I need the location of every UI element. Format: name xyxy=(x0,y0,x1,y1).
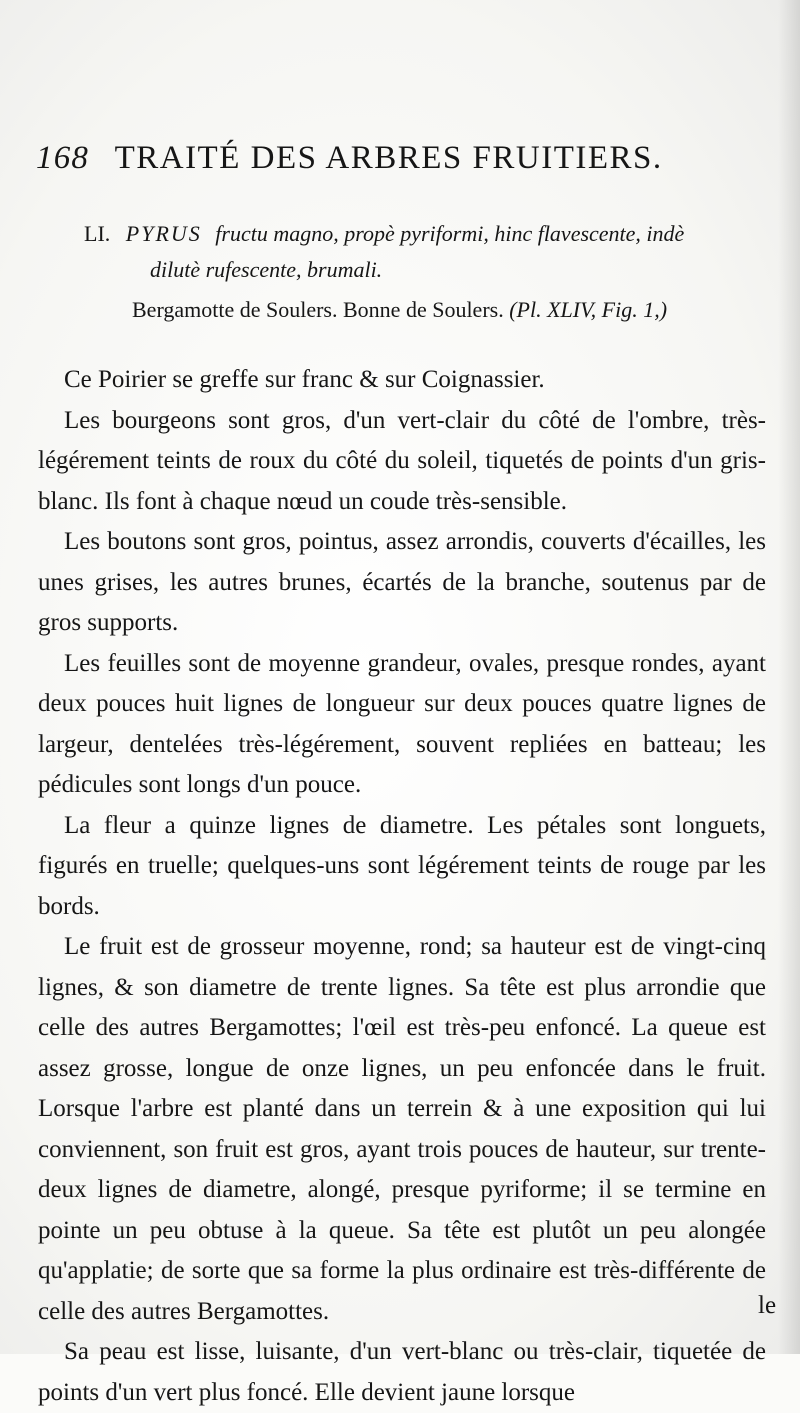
paragraph: Les boutons sont gros, pointus, assez arrondis, couverts d'écailles, les unes grises, les autres brunes, écartés de la branche, soutenus par de gros supports. xyxy=(38,528,766,636)
species-description-line2: dilutè rufescente, brumali. xyxy=(150,257,383,282)
species-genus: PYRUS xyxy=(125,221,202,246)
page-header xyxy=(36,140,666,177)
plate-reference: (Pl. XLIV, Fig. 1,) xyxy=(509,297,668,322)
paragraph: Sa peau est lisse, luisante, d'un vert-blanc ou très-clair, tiquetée de points d'un vert plus foncé. Elle devient jaune lorsque xyxy=(38,1338,766,1406)
species-description-line1: fructu magno, propè pyriformi, hinc flavescente, indè xyxy=(215,221,685,246)
variety-name-2: Bonne de Soulers. xyxy=(343,297,504,322)
catchword: le xyxy=(758,1292,777,1319)
paragraph: Ce Poirier se greffe sur franc & sur Coignassier. xyxy=(64,366,545,393)
running-title: TRAITÉ DES ARBRES FRUITIERS. xyxy=(114,140,663,176)
body-text xyxy=(38,360,766,1413)
page-edge-shadow xyxy=(778,0,800,1354)
paragraph: Les feuilles sont de moyenne grandeur, ovales, presque rondes, ayant deux pouces huit lignes de longueur sur deux pouces quatre lignes de largeur, dentelées très-légérement, souvent repliées en batteau; les pédicules sont longs d'un pouce. xyxy=(38,649,766,798)
paragraph: La fleur a quinze lignes de diametre. Les pétales sont longuets, figurés en truelle; quelques-uns sont légérement teints de rouge par les bords. xyxy=(38,811,766,920)
species-heading xyxy=(84,216,774,288)
species-number: LI. xyxy=(84,221,111,246)
variety-names xyxy=(132,297,782,323)
paragraph: Le fruit est de grosseur moyenne, rond; sa hauteur est de vingt-cinq lignes, & son diametre de trente lignes. Sa tête est plus arrondie que celle des autres Bergamottes; l'œil est très-peu enfoncé. La queue est assez grosse, longue de onze lignes, un peu enfoncée dans le fruit. Lorsque l'arbre est planté dans un terrein & à une exposition qui lui conviennent, son fruit est gros, ayant trois pouces de hauteur, sur trente-deux lignes de diametre, alongé, presque pyriforme; il se termine en pointe un peu obtuse à la queue. Sa tête est plutôt un peu alongée qu'applatie; de sorte que sa forme la plus ordinaire est très-différente de celle des autres Bergamottes. xyxy=(38,933,766,1325)
page-number: 168 xyxy=(36,140,90,176)
paragraph: Les bourgeons sont gros, d'un vert-clair du côté de l'ombre, très-légérement teints de roux du côté du soleil, tiquetés de points d'un gris-blanc. Ils font à chaque nœud un coude très-sensible. xyxy=(38,406,766,515)
variety-name-1: Bergamotte de Soulers. xyxy=(132,297,338,322)
